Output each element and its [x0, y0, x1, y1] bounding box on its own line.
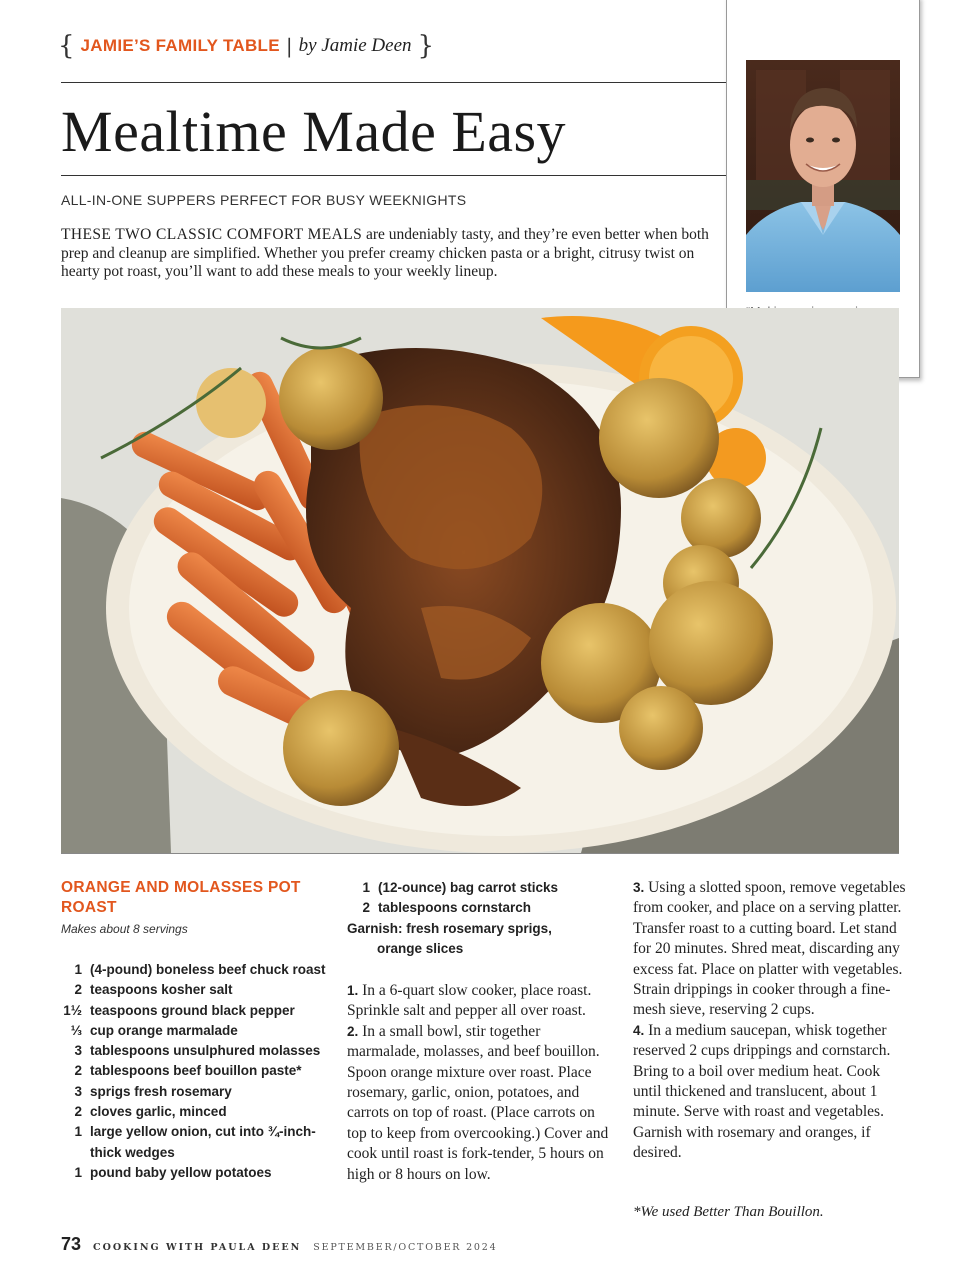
servings: Makes about 8 servings [61, 922, 188, 936]
step-item [633, 878, 908, 1021]
ingredient-qty: ⅓ [70, 1022, 82, 1038]
ingredient-item [342, 878, 602, 898]
step-text: Using a slotted spoon, remove vegetables from cooker, and place on a serving platter. Transfer roast to a cutting board. Let stand for 20 minutes. Shred meat, discarding any excess fat. Place on platter with vegetables. Strain drippings in cooker through a fine-mesh sieve, reserving 2 cups. [633, 879, 906, 1019]
steps-column-3 [633, 878, 908, 1164]
ingredient-item [54, 1041, 329, 1061]
top-rule [61, 82, 726, 83]
title-rule [61, 175, 726, 176]
ingredient-text: sprigs fresh rosemary [90, 1083, 232, 1099]
magazine-name: COOKING WITH PAULA DEEN [93, 1242, 302, 1253]
garnish-line [342, 919, 602, 960]
step-item [633, 1021, 908, 1164]
byline: by Jamie Deen [298, 35, 412, 56]
step-number: 3. [633, 880, 645, 895]
ingredient-item [54, 1082, 329, 1102]
ingredient-text: pound baby yellow potatoes [90, 1164, 272, 1180]
pot-roast-photo [61, 308, 899, 854]
ingredient-text: cloves garlic, minced [90, 1104, 227, 1120]
ingredient-qty: 2 [74, 1104, 82, 1120]
footnote: *We used Better Than Bouillon. [633, 1204, 824, 1220]
step-text: In a 6-quart slow cooker, place roast. Sprinkle salt and pepper all over roast. [347, 982, 592, 1020]
ingredient-qty: 2 [74, 1063, 82, 1079]
page-footer [61, 1234, 497, 1255]
ingredient-qty: 1 [74, 1124, 82, 1140]
ingredient-text: (12-ounce) bag carrot sticks [378, 880, 559, 895]
intro-lead: THESE TWO CLASSIC COMFORT MEALS [61, 226, 363, 243]
ingredient-text: teaspoons kosher salt [90, 982, 233, 998]
ingredient-text: cup orange marmalade [90, 1022, 238, 1038]
intro-body: are undeniably tasty, and they’re even better when both prep and cleanup are simplified. Whether you prefer creamy chicken pasta or a bright, citrusy twist on hearty pot roast, you’ll want to add these meals to your weekly lineup. [61, 226, 709, 280]
ingredient-text: teaspoons ground black pepper [90, 1002, 295, 1018]
intro-paragraph [61, 226, 711, 282]
garnish-label: Garnish: [347, 920, 403, 936]
step-number: 4. [633, 1022, 645, 1038]
subtitle: ALL-IN-ONE SUPPERS PERFECT FOR BUSY WEEKNIGHTS [61, 192, 467, 208]
ingredient-text: tablespoons cornstarch [378, 900, 532, 916]
ingredient-qty: 1½ [63, 1002, 82, 1018]
ingredient-item [54, 960, 329, 980]
ingredient-qty: 1 [74, 962, 82, 977]
recipe-title: ORANGE AND MOLASSES POT ROAST [61, 879, 301, 916]
page-title: Mealtime Made Easy [61, 99, 567, 164]
step-text: In a small bowl, stir together marmalade, molasses, and beef bouillon. Spoon orange mixture over roast. Place rosemary, garlic, onion, potatoes, and carrots on top of roast. (Place carrots on top to keep from overcooking.) Cover and cook until roast is fork-tender, 5 hours on high or 8 hours on low. [347, 1022, 609, 1183]
right-brace-ornament: } [417, 31, 435, 61]
step-number: 2. [347, 1023, 359, 1039]
ingredient-item [342, 898, 602, 918]
series-name: JAMIE’S FAMILY TABLE [80, 36, 280, 55]
ingredient-item [54, 980, 329, 1000]
step-item [347, 1022, 612, 1185]
ingredient-qty: 3 [74, 1043, 82, 1059]
section-kicker [58, 33, 434, 59]
ingredient-item [54, 1021, 329, 1041]
ingredient-text: large yellow onion, cut into ¾-inch-thick wedges [90, 1124, 316, 1160]
garnish-continued: orange slices [377, 940, 464, 956]
step-text: In a medium saucepan, whisk together reserved 2 cups drippings and cornstarch. Bring to a boil over medium heat. Cook until thickened and translucent, about 1 minute. Serve with roast and vegetables. Garnish with rosemary and oranges, if desired. [633, 1021, 891, 1162]
ingredient-text: tablespoons beef bouillon paste* [90, 1063, 302, 1079]
author-portrait [746, 60, 900, 292]
steps-column-2 [347, 981, 612, 1185]
kicker-separator: | [285, 34, 293, 58]
ingredient-qty: 2 [74, 982, 82, 998]
ingredient-qty: 2 [362, 900, 370, 916]
ingredient-item [54, 1061, 329, 1081]
ingredient-text: tablespoons unsulphured molasses [90, 1043, 321, 1059]
ingredient-item [54, 1163, 329, 1183]
ingredient-item [54, 1102, 329, 1122]
page-number: 73 [61, 1234, 82, 1254]
step-number: 1. [347, 983, 359, 998]
issue-date: SEPTEMBER/OCTOBER 2024 [313, 1242, 498, 1253]
step-item [347, 981, 612, 1022]
garnish-text: fresh rosemary sprigs, [406, 920, 552, 936]
ingredient-qty: 3 [74, 1083, 82, 1099]
ingredient-qty: 1 [362, 880, 370, 895]
ingredient-item [54, 1001, 329, 1021]
ingredient-list [54, 960, 329, 1183]
left-brace-ornament: { [58, 31, 75, 61]
ingredient-text: (4-pound) boneless beef chuck roast [90, 962, 326, 977]
ingredient-qty: 1 [74, 1164, 82, 1180]
portrait-image [746, 60, 900, 292]
ingredient-item [54, 1122, 329, 1163]
ingredient-list-continued [342, 878, 602, 959]
pot-roast-illustration [61, 308, 899, 853]
